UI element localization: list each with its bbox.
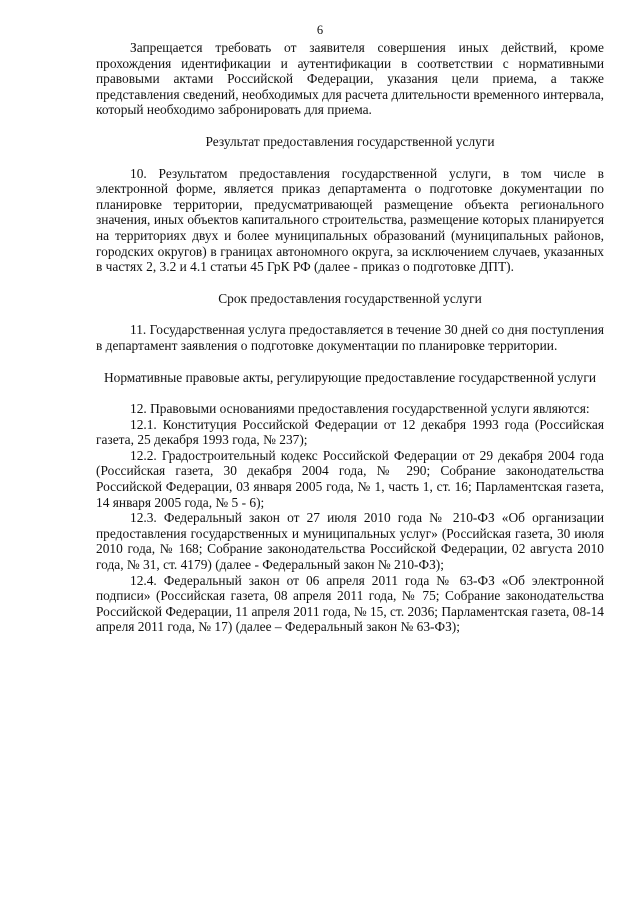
section-term-heading: Срок предоставления государственной услуги <box>218 290 482 306</box>
section-acts-intro: 12. Правовыми основаниями предоставления государственной услуги являются: <box>130 401 590 417</box>
intro-paragraph: Запрещается требовать от заявителя совершения иных действий, кроме прохождения идентификации и аутентификации в соответствии с нормативными правовыми актами Российской Федерации, указания цели приема, а также представления сведений, необходимых для расчета длительности временного интервала, который необходимо забронировать для приема. <box>96 40 604 118</box>
section-term-paragraph: 11. Государственная услуга предоставляется в течение 30 дней со дня поступления в департамент заявления о подготовке документации по планировке территории. <box>96 322 604 353</box>
section-result-heading: Результат предоставления государственной услуги <box>205 133 495 149</box>
page-number: 6 <box>316 23 324 37</box>
document-body <box>96 40 604 635</box>
acts-list-item: 12.1. Конституция Российской Федерации от 12 декабря 1993 года (Российская газета, 25 декабря 1993 года, № 237); <box>96 416 604 448</box>
acts-list-item: 12.3. Федеральный закон от 27 июля 2010 года № 210-ФЗ «Об организации предоставления государственных и муниципальных услуг» (Российская газета, 30 июля 2010 года, № 168; Собрание законодательства Российской Федерации, 02 августа 2010 года, № 31, ст. 4179) (далее - Федеральный закон № 210-ФЗ); <box>96 510 604 573</box>
section-result-paragraph: 10. Результатом предоставления государственной услуги, в том числе в электронной форме, является приказ департамента о подготовке документации по планировке территории, предусматривающей размещение объекта регионального значения, иных объектов капитального строительства, размещение которых планируется на территориях двух и более муниципальных образований (муниципальных районов, городских округов) в границах автономного округа, за исключением случаев, указанных в частях 2, 3.2 и 4.1 статьи 45 ГрК РФ (далее - приказ о подготовке ДПТ). <box>96 165 604 275</box>
acts-list-item: 12.4. Федеральный закон от 06 апреля 2011 года № 63-ФЗ «Об электронной подписи» (Российская газета, 08 апреля 2011 года, № 75; Собрание законодательства Российской Федерации, 11 апреля 2011 года, № 15, ст. 2036; Парламентская газета, 08-14 апреля 2011 года, № 17) (далее – Федеральный закон № 63-ФЗ); <box>96 572 604 635</box>
acts-list-item: 12.2. Градостроительный кодекс Российской Федерации от 29 декабря 2004 года (Российская газета, 30 декабря 2004 года, № 290; Собрание законодательства Российской Федерации, 03 января 2005 года, № 1, часть 1, ст. 16; Парламентская газета, 14 января 2005 года, № 5 - 6); <box>96 447 604 510</box>
section-acts-heading: Нормативные правовые акты, регулирующие предоставление государственной услуги <box>103 369 597 385</box>
